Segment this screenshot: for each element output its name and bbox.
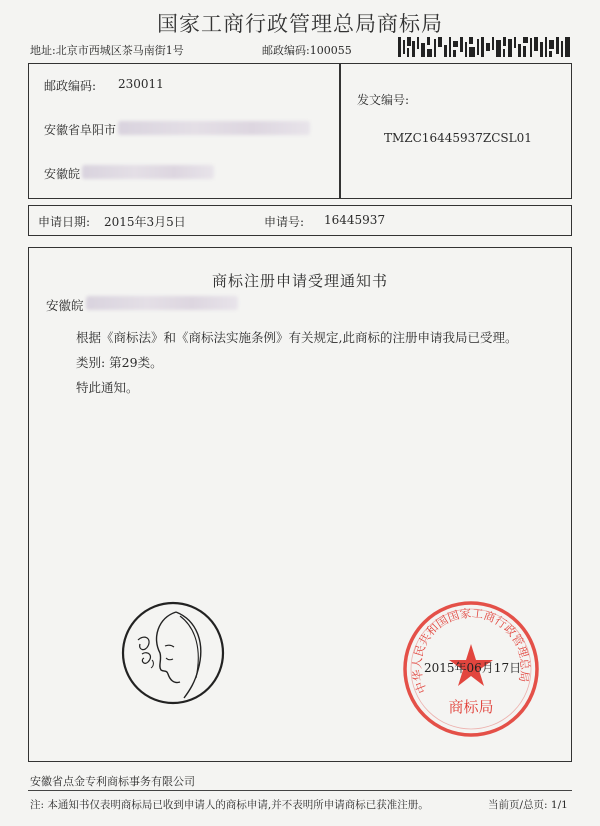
seal-ring-text: 中华人民共和国国家工商行政管理总局 bbox=[409, 605, 533, 696]
redacted-addressee bbox=[86, 296, 238, 310]
office-postal-code: 邮政编码:100055 bbox=[262, 44, 352, 57]
agency-name: 安徽省点金专利商标事务有限公司 bbox=[30, 775, 195, 788]
notice-addressee: 安徽皖 bbox=[46, 298, 84, 313]
recipient-name: 安徽皖 bbox=[44, 167, 81, 181]
recipient-address: 安徽省阜阳市 bbox=[44, 123, 117, 137]
page-indicator: 当前页/总页: 1/1 bbox=[488, 799, 568, 811]
notice-body: 根据《商标法》和《商标法实施条例》有关规定,此商标的注册申请我局已受理。 bbox=[76, 330, 518, 345]
seal-center-text: 商标局 bbox=[448, 698, 494, 716]
application-number-value: 16445937 bbox=[324, 213, 386, 227]
footer-note: 注: 本通知书仅表明商标局已收到申请人的商标申请,并不表明所申请商标已获准注册。 bbox=[30, 799, 429, 811]
notice-category: 类别: 第29类。 bbox=[76, 355, 163, 370]
seal-date: 2015年06月17日 bbox=[424, 661, 522, 675]
recipient-postal-value: 230011 bbox=[118, 77, 164, 91]
page-title: 国家工商行政管理总局商标局 bbox=[157, 12, 443, 36]
notice-title: 商标注册申请受理通知书 bbox=[211, 272, 388, 290]
application-date-label: 申请日期: bbox=[38, 215, 91, 229]
application-number-label: 申请号: bbox=[264, 215, 305, 229]
office-address: 地址:北京市西城区茶马南街1号 bbox=[30, 44, 184, 57]
barcode-icon bbox=[398, 37, 570, 57]
application-date-value: 2015年3月5日 bbox=[104, 215, 186, 229]
notice-closing: 特此通知。 bbox=[76, 380, 139, 395]
recipient-postal-label: 邮政编码: bbox=[44, 79, 97, 93]
document-number-value: TMZC16445937ZCSL01 bbox=[384, 131, 532, 145]
redacted-name bbox=[82, 165, 214, 179]
redacted-address bbox=[118, 121, 310, 135]
footer-divider bbox=[28, 790, 572, 791]
trademark-logo-icon bbox=[118, 598, 228, 708]
document-number-label: 发文编号: bbox=[357, 93, 410, 107]
